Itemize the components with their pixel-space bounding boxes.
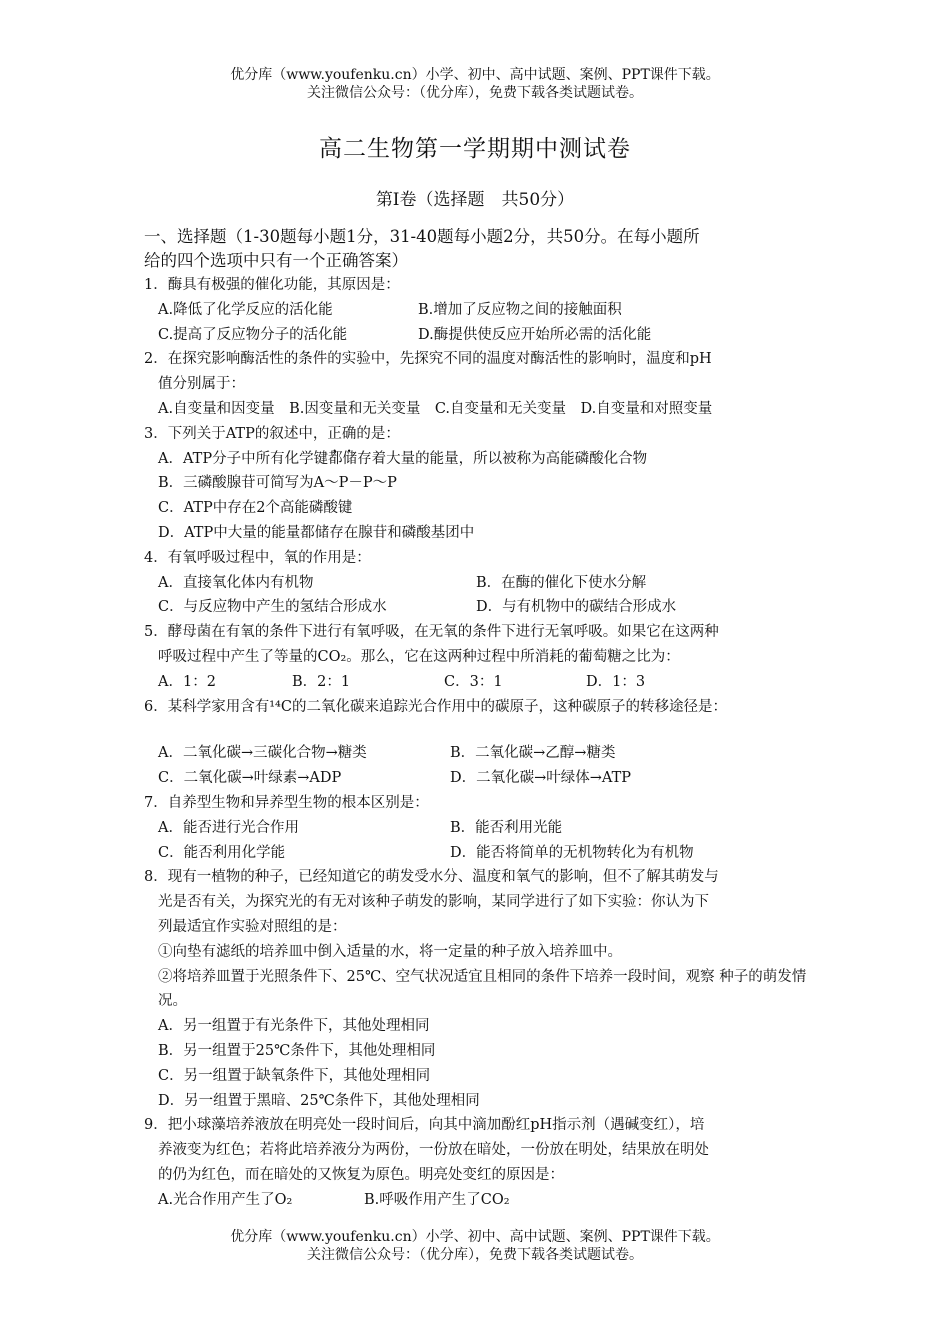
section-heading-line-1: 一、选择题（1-30题每小题1分，31-40题每小题2分，共50分。在每小题所 [144,227,700,246]
question-4-option-a: A．直接氧化体内有机物 [158,574,314,591]
question-1-stem: 1．酶具有极强的催化功能，其原因是： [144,277,400,293]
question-4-options-row-1 [144,571,816,596]
question-3-option-b: B．三磷酸腺苷可简写为A～P－P～P [158,475,397,492]
question-8-stem: 8．现有一植物的种子，已经知道它的萌发受水分、温度和氧气的影响，但不了解其萌发与 [144,869,719,886]
question-5-options [144,670,816,695]
question-3-stem-pre: 3．下列关于ATP的叙述中， [144,425,328,442]
question-8-stem-cont-1: 光是否有关，为探究光的有无对该种子萌发的影响，某同学进行了如下实验：你认为下 [158,894,709,911]
question-6-option-b: B．二氧化碳→乙醇→糖类 [450,745,616,762]
question-8-step-2-line-1: ②将培养皿置于光照条件下、25℃、空气状况适宜且相同的条件下培养一段时间，观察 [158,968,715,985]
part-heading: 第Ⅰ卷（选择题 共50分） [375,190,575,210]
question-2-options: A.自变量和因变量 B.因变量和无关变量 C.自变量和无关变量 D.自变量和对照变量 [158,400,713,417]
question-8-step-1: ①向垫有滤纸的培养皿中倒入适量的水，将一定量的种子放入培养皿中。 [158,943,622,960]
question-8-option-b: B．另一组置于25℃条件下，其他处理相同 [158,1042,436,1059]
question-4-options-row-2 [144,595,816,620]
header-line-2: 关注微信公众号：（优分库），免费下载各类试题试卷。 [307,85,643,101]
question-1-option-a: A.降低了化学反应的活化能 [158,301,333,318]
question-5-stem: 5．酵母菌在有氧的条件下进行有氧呼吸，在无氧的条件下进行无氧呼吸。如果它在这两种 [144,624,719,641]
footer-line-2: 关注微信公众号：（优分库），免费下载各类试题试卷。 [307,1247,643,1263]
question-1-option-c: C.提高了反应物分子的活化能 [158,326,348,343]
question-8-option-d: D．另一组置于黑暗、25℃条件下，其他处理相同 [158,1092,480,1109]
question-7-stem: 7．自养型生物和异养型生物的根本区别是： [144,794,429,811]
question-4-option-b: B．在酶的催化下使水分解 [476,574,647,591]
blank-line [144,719,816,741]
page-title: 高二生物第一学期期中测试卷 [319,136,631,162]
section-heading-line-2: 给的四个选项中只有一个正确答案） [144,251,408,270]
question-5-stem-cont: 呼吸过程中产生了等量的CO₂。那么，它在这两种过程中所消耗的葡萄糖之比为： [158,648,680,665]
question-5 [144,620,816,670]
question-6 [144,695,816,720]
question-9 [144,1113,816,1187]
question-5-option-c: C．3：1 [444,673,503,690]
question-4-stem: 4．有氧呼吸过程中，氧的作用是： [144,549,371,566]
question-4-option-d: D．与有机物中的碳结合形成水 [476,599,677,616]
question-8-stem-cont-2: 列最适宜作实验对照组的是： [158,918,347,935]
question-5-option-d: D．1：3 [586,673,646,690]
question-6-options-row-1 [144,741,816,766]
question-7 [144,791,816,816]
page-footer [0,1228,950,1264]
question-8-option-c: C．另一组置于缺氧条件下，其他处理相同 [158,1067,431,1084]
question-3-option-c: C．ATP中存在2个高能磷酸键 [158,500,353,517]
question-7-option-d: D．能否将简单的无机物转化为有机物 [450,844,694,861]
page-header [0,66,950,102]
question-1-option-d: D.酶提供使反应开始所必需的活化能 [418,326,652,343]
question-1-options-row-2 [144,323,816,348]
question-5-option-b: B．2：1 [292,673,351,690]
question-9-option-a: A.光合作用产生了O₂ [158,1191,293,1208]
question-2 [144,347,816,397]
question-3-stem-post: 的是： [356,425,400,442]
question-3-option-d: D．ATP中大量的能量都储存在腺苷和磷酸基团中 [158,524,475,541]
question-6-option-c: C．二氧化碳→叶绿素→ADP [158,770,342,787]
question-8-step-2-line-2: 种子的萌发情况。 [158,968,807,1010]
question-2-stem-cont: 值分别属于： [158,376,245,393]
question-9-stem-cont-2: 的仍为红色，而在暗处的又恢复为原色。明亮处变红的原因是： [158,1166,564,1183]
question-8-option-a: A．另一组置于有光条件下，其他处理相同 [158,1018,430,1035]
question-4-option-c: C．与反应物中产生的氢结合形成水 [158,599,387,616]
exam-content [144,225,816,1212]
question-4 [144,546,816,571]
question-8 [144,865,816,939]
question-7-option-c: C．能否利用化学能 [158,844,286,861]
question-9-stem: 9．把小球藻培养液放在明亮处一段时间后，向其中滴加酚红pH指示剂（遇碱变红），培 [144,1117,705,1134]
question-9-stem-cont-1: 养液变为红色；若将此培养液分为两份，一份放在暗处，一份放在明处，结果放在明处 [158,1142,709,1159]
question-1 [144,273,816,298]
emphasis-char-1: 正 [327,425,342,442]
question-1-option-b: B.增加了反应物之间的接触面积 [418,301,622,318]
question-7-option-a: A．能否进行光合作用 [158,819,299,836]
header-line-1: 优分库（www.youfenku.cn）小学、初中、高中试题、案例、PPT课件下载。 [230,67,720,83]
footer-line-1: 优分库（www.youfenku.cn）小学、初中、高中试题、案例、PPT课件下载。 [230,1229,720,1245]
question-3-stem [144,422,816,447]
question-6-stem: 6．某科学家用含有¹⁴C的二氧化碳来追踪光合作用中的碳原子，这种碳原子的转移途径是： [144,698,727,715]
question-5-option-a: A．1：2 [158,673,216,690]
question-7-options-row-2 [144,841,816,866]
question-8-step-2 [144,965,816,1015]
question-9-option-b: B.呼吸作用产生了CO₂ [364,1191,510,1208]
question-3 [144,422,816,447]
section-heading [144,225,816,273]
question-7-option-b: B．能否利用光能 [450,819,563,836]
emphasis-char-2: 确 [341,425,357,442]
question-9-options-row-1 [144,1188,816,1213]
question-6-option-a: A．二氧化碳→三碳化合物→糖类 [158,745,367,762]
question-2-stem: 2．在探究影响酶活性的条件的实验中，先探究不同的温度对酶活性的影响时，温度和pH [144,351,712,368]
question-3-option-a: A．ATP分子中所有化学键都储存着大量的能量，所以被称为高能磷酸化合物 [158,450,648,467]
question-1-options-row-1 [144,298,816,323]
question-7-options-row-1 [144,816,816,841]
question-6-option-d: D．二氧化碳→叶绿体→ATP [450,770,632,787]
question-6-options-row-2 [144,766,816,791]
